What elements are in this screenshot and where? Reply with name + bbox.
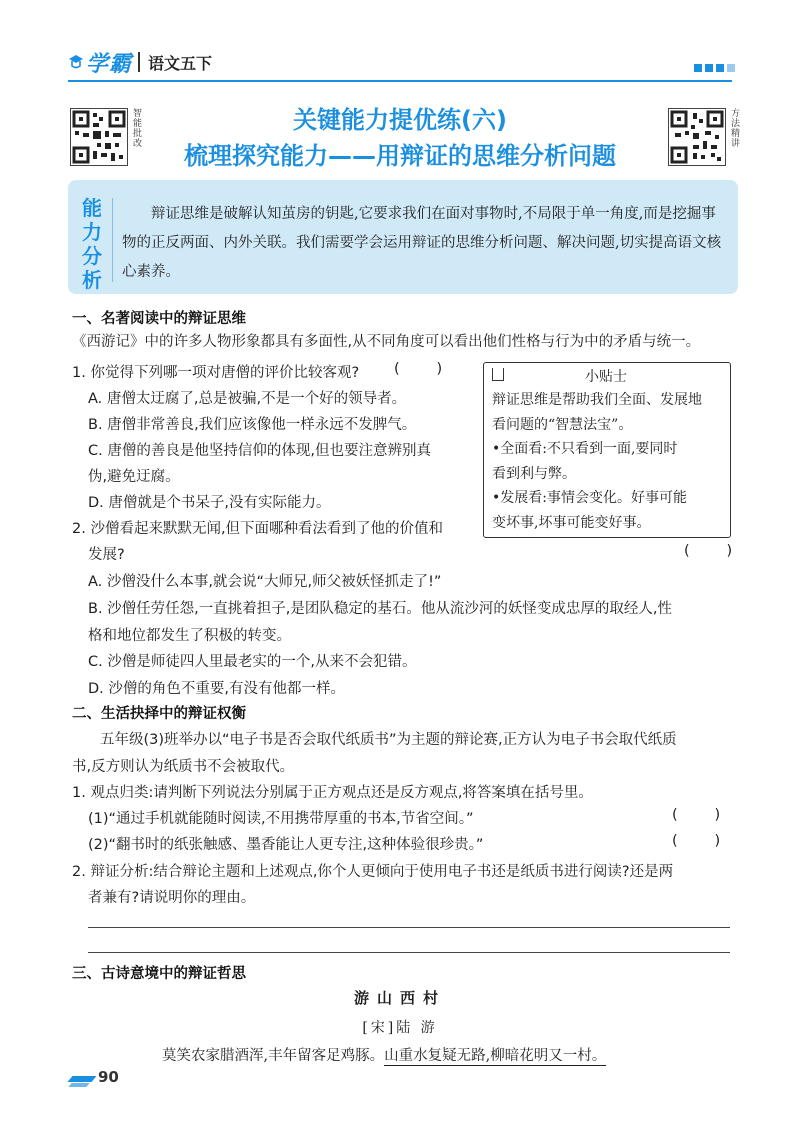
question-1-stem: 1. 你觉得下列哪一项对唐僧的评价比较客观? <box>72 365 360 381</box>
qr-code-icon <box>70 108 128 166</box>
section-heading-3: 三、古诗意境中的辩证哲思 <box>72 966 246 982</box>
tip-title: 小贴士 <box>585 369 627 385</box>
header-decoration <box>694 64 735 72</box>
qr-caption-left: 智能批改 <box>131 108 141 148</box>
answer-blank-q1[interactable]: ( ) <box>394 361 443 377</box>
answer-blank-s2-2[interactable]: ( ) <box>672 833 721 849</box>
section-heading-2: 二、生活抉择中的辩证权衡 <box>72 706 246 722</box>
tip-line: 看问题的“智慧法宝”。 <box>492 416 633 433</box>
q2-option-b: B. 沙僧任劳任怨,一直挑着担子,是团队稳定的基石。他从流沙河的妖怪变成忠厚的取经人,性 <box>88 601 672 617</box>
poem-body <box>162 1044 606 1065</box>
section-heading-1: 一、名著阅读中的辩证思维 <box>72 311 246 327</box>
ability-divider <box>112 198 113 282</box>
brand-separator <box>138 52 140 72</box>
q2-option-d: D. 沙僧的角色不重要,有没有他都一样。 <box>88 681 345 697</box>
tip-line: 变坏事,坏事可能变好事。 <box>492 514 651 531</box>
book-subject: 语文五下 <box>148 53 213 73</box>
ability-label: 能力分析 <box>82 196 102 292</box>
poem-line-underlined: 山重水复疑无路,柳暗花明又一村。 <box>384 1048 607 1064</box>
answer-line[interactable] <box>88 952 730 953</box>
qr-caption-right: 方法精讲 <box>729 108 739 148</box>
q1-option-c: C. 唐僧的善良是他坚持信仰的体现,但也要注意辨别真 <box>88 443 431 459</box>
section2-q1-stem: 1. 观点归类:请判断下列说法分别属于正方观点还是反方观点,将答案填在括号里。 <box>72 785 593 801</box>
q1-option-c-cont: 伪,避免迂腐。 <box>88 469 180 485</box>
section2-q1-item1: (1)“通过手机就能随时阅读,不用携带厚重的书本,节省空间。” <box>88 811 474 827</box>
q2-option-c: C. 沙僧是师徒四人里最老实的一个,从来不会犯错。 <box>88 654 417 670</box>
tip-text <box>492 388 724 535</box>
tip-line: •全面看:不只看到一面,要同时 <box>492 441 678 457</box>
question-2-stem-cont: 发展? <box>88 547 125 563</box>
poem-author: [宋]陆 游 <box>362 1020 438 1036</box>
q2-option-a: A. 沙僧没什么本事,就会说“大师兄,师父被妖怪抓走了!” <box>88 574 442 590</box>
q1-option-d: D. 唐僧就是个书呆子,没有实际能力。 <box>88 495 331 511</box>
answer-blank-q2[interactable]: ( ) <box>684 543 733 559</box>
qr-code-icon <box>668 108 726 166</box>
poem-title: 游山西村 <box>353 989 446 1007</box>
q1-option-a: A. 唐僧太迂腐了,总是被骗,不是一个好的领导者。 <box>88 391 407 407</box>
page-number-decoration <box>68 1083 89 1087</box>
section2-q2: 2. 辩证分析:结合辩论主题和上述观点,你个人更倾向于使用电子书还是纸质书进行阅读?还是两 <box>72 864 674 880</box>
answer-blank-s2-1[interactable]: ( ) <box>672 807 721 823</box>
ability-text: 辩证思维是破解认知茧房的钥匙,它要求我们在面对事物时,不局限于单一角度,而是挖掘事物的正反两面、内外关联。我们需要学会运用辩证的思维分析问题、解决问题,切实提高语文核心素养。 <box>122 206 722 280</box>
section2-intro-cont: 书,反方则认为纸质书不会被取代。 <box>72 759 295 775</box>
section1-intro: 《西游记》中的许多人物形象都具有多面性,从不同角度可以看出他们性格与行为中的矛盾与统一。 <box>72 334 701 350</box>
tip-line: 辩证思维是帮助我们全面、发展地 <box>492 392 702 408</box>
page-number: 90 <box>98 1068 119 1086</box>
answer-line[interactable] <box>88 927 730 928</box>
question-2-stem: 2. 沙僧看起来默默无闻,但下面哪种看法看到了他的价值和 <box>72 521 444 537</box>
q1-option-b: B. 唐僧非常善良,我们应该像他一样永远不发脾气。 <box>88 417 417 433</box>
section2-q2-cont: 者兼有?请说明你的理由。 <box>88 890 256 906</box>
graduation-cap-icon <box>68 53 84 71</box>
exercise-subtitle: 梳理探究能力——用辩证的思维分析问题 <box>184 142 616 170</box>
tip-line: 看到利与弊。 <box>492 465 576 482</box>
q2-option-b-cont: 格和地位都发生了积极的转变。 <box>88 628 291 644</box>
exercise-title: 关键能力提优练(六) <box>293 106 507 134</box>
header-rule <box>68 80 732 82</box>
page-number-decoration <box>67 1076 96 1082</box>
tip-line: •发展看:事情会变化。好事可能 <box>492 490 687 506</box>
section2-intro: 五年级(3)班举办以“电子书是否会取代纸质书”为主题的辩论赛,正方认为电子书会取代纸质 <box>100 732 677 748</box>
brand-logo <box>68 48 212 76</box>
section2-q1-item2: (2)“翻书时的纸张触感、墨香能让人更专注,这种体验很珍贵。” <box>88 837 484 853</box>
poem-line: 莫笑农家腊酒浑,丰年留客足鸡豚。 <box>162 1048 385 1064</box>
brand-name: 学霸 <box>86 51 133 77</box>
